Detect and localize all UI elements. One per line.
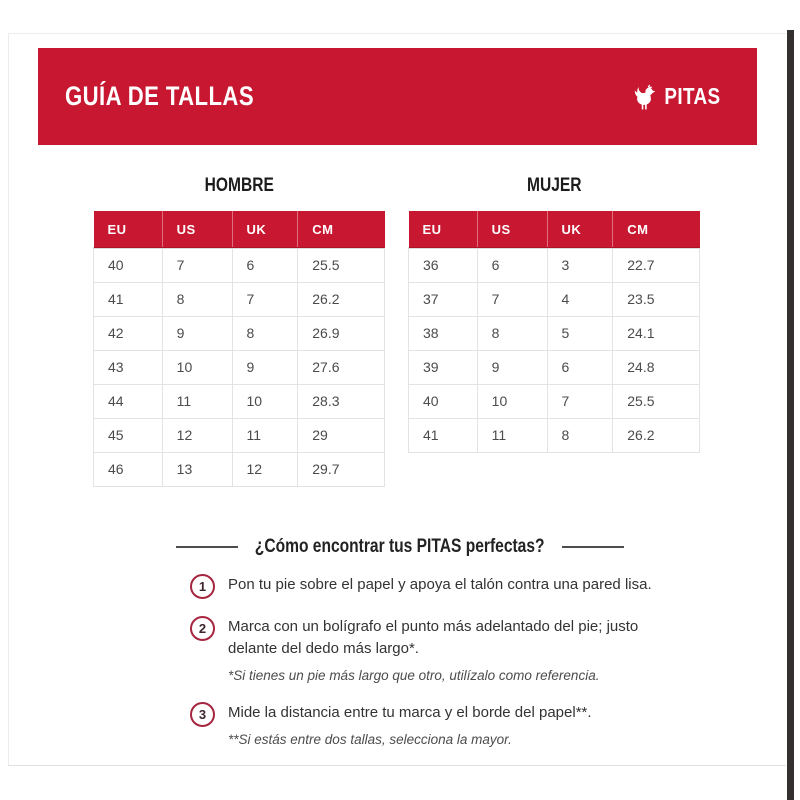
table-row (94, 418, 385, 452)
size-cell: 41 (409, 418, 478, 452)
step-note: *Si tienes un pie más largo que otro, utilízalo como referencia. (228, 668, 600, 683)
table-row (409, 384, 700, 418)
size-cell: 8 (547, 418, 613, 452)
scrollbar[interactable] (787, 30, 794, 800)
howto-steps (190, 574, 668, 766)
size-cell: 25.5 (298, 248, 385, 282)
brand-logo (632, 83, 721, 111)
size-cell: 25.5 (613, 384, 700, 418)
size-cell: 9 (232, 350, 298, 384)
size-cell: 8 (162, 282, 232, 316)
column-header: UK (547, 211, 613, 248)
size-cell: 9 (477, 350, 547, 384)
size-cell: 10 (162, 350, 232, 384)
table-row (94, 350, 385, 384)
header-row (94, 211, 385, 248)
table-row (409, 248, 700, 282)
howto-step (190, 702, 668, 749)
size-cell: 28.3 (298, 384, 385, 418)
size-cell: 12 (232, 452, 298, 486)
size-cell: 39 (409, 350, 478, 384)
table-row (409, 418, 700, 452)
size-table-mujer (408, 176, 700, 453)
step-body (228, 702, 668, 749)
size-cell: 27.6 (298, 350, 385, 384)
step-text: Pon tu pie sobre el papel y apoya el talón contra una pared lisa. (228, 576, 652, 593)
column-header: EU (409, 211, 478, 248)
size-cell: 11 (477, 418, 547, 452)
step-number-badge: 2 (190, 616, 215, 641)
size-cell: 45 (94, 418, 163, 452)
column-header: US (162, 211, 232, 248)
size-cell: 6 (547, 350, 613, 384)
column-header: UK (232, 211, 298, 248)
table-title-mujer: MUJER (526, 175, 582, 196)
table-row (94, 282, 385, 316)
modal-border-left (8, 33, 9, 765)
step-number-badge: 1 (190, 574, 215, 599)
step-text: Marca con un bolígrafo el punto más adelantado del pie; justo delante del dedo más largo*. (228, 618, 639, 657)
modal-border-top (8, 33, 786, 34)
size-table-hombre (93, 176, 385, 487)
step-text: Mide la distancia entre tu marca y el borde del papel**. (228, 704, 592, 721)
size-cell: 40 (409, 384, 478, 418)
size-cell: 42 (94, 316, 163, 350)
size-cell: 22.7 (613, 248, 700, 282)
howto-step (190, 574, 668, 599)
size-cell: 37 (409, 282, 478, 316)
size-cell: 3 (547, 248, 613, 282)
size-cell: 8 (232, 316, 298, 350)
size-cell: 8 (477, 316, 547, 350)
table-row (94, 248, 385, 282)
size-cell: 7 (162, 248, 232, 282)
step-body (228, 574, 668, 596)
size-cell: 13 (162, 452, 232, 486)
column-header: EU (94, 211, 163, 248)
size-cell: 12 (162, 418, 232, 452)
column-header: CM (613, 211, 700, 248)
page-title: GUÍA DE TALLAS (65, 81, 255, 111)
size-cell: 43 (94, 350, 163, 384)
step-number-badge: 3 (190, 702, 215, 727)
size-cell: 44 (94, 384, 163, 418)
heading-rule-right (562, 546, 624, 548)
size-cell: 10 (232, 384, 298, 418)
table-title-hombre: HOMBRE (204, 175, 274, 196)
size-cell: 7 (477, 282, 547, 316)
size-cell: 9 (162, 316, 232, 350)
hombre-table (93, 211, 385, 487)
size-cell: 24.8 (613, 350, 700, 384)
size-cell: 26.2 (298, 282, 385, 316)
step-body (228, 616, 668, 685)
size-cell: 6 (477, 248, 547, 282)
table-row (94, 316, 385, 350)
table-row (94, 452, 385, 486)
mujer-table (408, 211, 700, 453)
size-cell: 10 (477, 384, 547, 418)
table-row (94, 384, 385, 418)
howto-step (190, 616, 668, 685)
size-cell: 38 (409, 316, 478, 350)
table-row (409, 316, 700, 350)
column-header: CM (298, 211, 385, 248)
header-banner (38, 48, 757, 145)
step-note: **Si estás entre dos tallas, selecciona la mayor. (228, 732, 512, 747)
size-cell: 40 (94, 248, 163, 282)
size-cell: 11 (232, 418, 298, 452)
size-cell: 29 (298, 418, 385, 452)
size-cell: 24.1 (613, 316, 700, 350)
howto-heading (0, 533, 800, 561)
size-cell: 5 (547, 316, 613, 350)
column-header: US (477, 211, 547, 248)
size-cell: 7 (232, 282, 298, 316)
size-cell: 23.5 (613, 282, 700, 316)
size-cell: 26.2 (613, 418, 700, 452)
size-cell: 36 (409, 248, 478, 282)
brand-name: PITAS (664, 83, 721, 109)
size-cell: 7 (547, 384, 613, 418)
size-cell: 11 (162, 384, 232, 418)
howto-title: ¿Cómo encontrar tus PITAS perfectas? (255, 536, 545, 557)
size-cell: 26.9 (298, 316, 385, 350)
size-cell: 41 (94, 282, 163, 316)
size-cell: 4 (547, 282, 613, 316)
size-cell: 46 (94, 452, 163, 486)
size-cell: 6 (232, 248, 298, 282)
header-row (409, 211, 700, 248)
table-row (409, 282, 700, 316)
table-row (409, 350, 700, 384)
size-cell: 29.7 (298, 452, 385, 486)
